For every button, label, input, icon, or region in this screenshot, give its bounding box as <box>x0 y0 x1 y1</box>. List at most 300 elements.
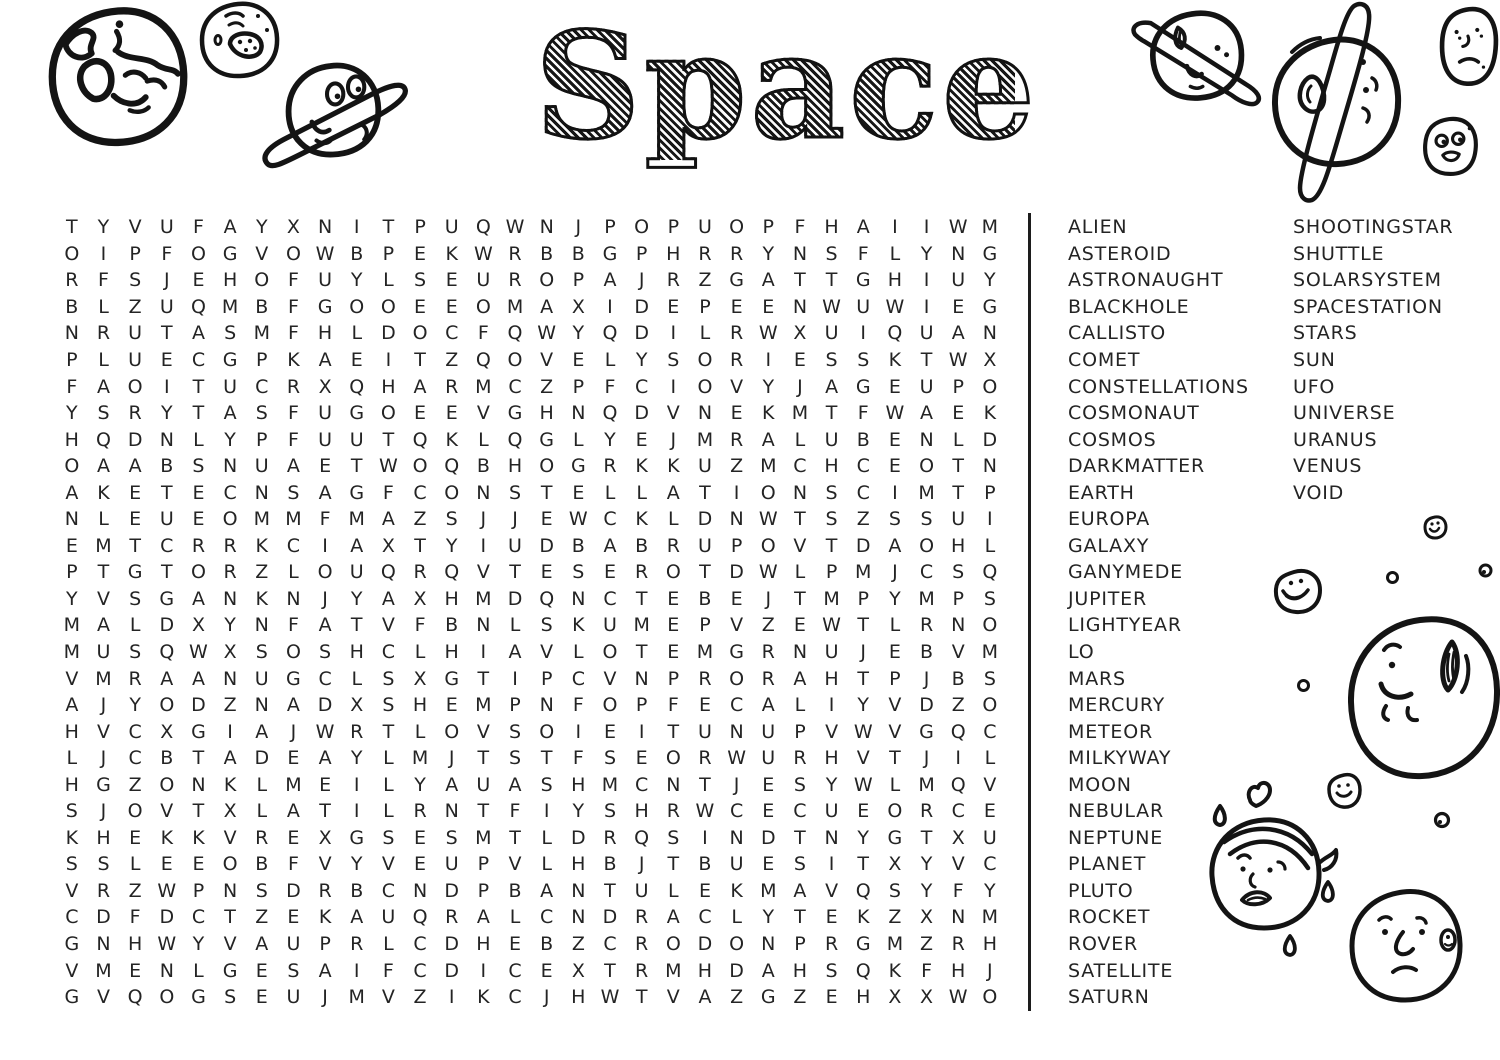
grid-cell-r30c4: O <box>159 986 175 1009</box>
grid-cell-r12c14: J <box>480 508 487 531</box>
grid-cell-r5c26: I <box>860 322 867 345</box>
grid-cell-r17c1: M <box>63 641 81 664</box>
grid-cell-r21c7: D <box>254 747 270 770</box>
grid-cell-r9c9: U <box>318 428 333 451</box>
grid-cell-r13c26: D <box>855 534 871 557</box>
grid-cell-r22c12: Y <box>414 773 426 796</box>
grid-cell-r9c1: H <box>64 428 79 451</box>
grid-cell-r17c26: J <box>860 641 867 664</box>
word-item: MERCURY <box>1068 694 1166 717</box>
grid-cell-r16c6: Y <box>224 614 236 637</box>
grid-cell-r11c10: G <box>349 481 365 504</box>
grid-cell-r22c7: L <box>256 773 268 796</box>
grid-cell-r22c29: Q <box>950 773 966 796</box>
grid-cell-r15c26: P <box>857 587 869 610</box>
grid-cell-r17c19: T <box>635 641 648 664</box>
grid-cell-r6c1: P <box>66 349 78 371</box>
grid-cell-r26c27: S <box>888 879 901 902</box>
grid-cell-r1c6: A <box>223 216 237 239</box>
grid-cell-r8c8: F <box>287 402 299 425</box>
grid-cell-r4c10: O <box>349 295 365 318</box>
grid-cell-r14c11: Q <box>380 561 396 584</box>
grid-cell-r11c19: L <box>636 481 647 504</box>
grid-cell-r15c19: T <box>635 587 648 610</box>
grid-cell-r19c30: O <box>982 694 998 717</box>
grid-cell-r29c16: E <box>540 959 553 982</box>
grid-cell-r23c27: O <box>887 800 903 823</box>
grid-cell-r13c17: B <box>571 534 585 557</box>
grid-cell-r23c20: R <box>666 800 680 823</box>
grid-cell-r4c27: W <box>885 295 905 318</box>
grid-cell-r2c14: W <box>473 242 493 265</box>
word-item: CONSTELLATIONS <box>1068 375 1249 398</box>
grid-cell-r5c3: U <box>128 322 143 345</box>
grid-cell-r3c12: S <box>414 269 427 292</box>
grid-cell-r23c12: R <box>413 800 427 823</box>
grid-cell-r28c29: R <box>951 933 965 956</box>
grid-cell-r12c29: U <box>951 508 966 531</box>
grid-cell-r13c22: P <box>730 534 743 557</box>
grid-cell-r18c28: J <box>923 667 930 690</box>
grid-cell-r14c6: R <box>223 561 237 584</box>
grid-cell-r22c17: H <box>571 773 586 796</box>
grid-cell-r21c20: O <box>665 747 681 770</box>
grid-cell-r8c11: O <box>380 402 396 425</box>
grid-cell-r8c9: U <box>318 402 333 425</box>
grid-cell-r29c6: G <box>222 959 238 982</box>
grid-cell-r10c18: R <box>603 455 617 478</box>
grid-cell-r27c13: R <box>445 906 459 929</box>
page-title: Space <box>535 1 1039 172</box>
grid-cell-r8c26: F <box>857 402 869 425</box>
grid-cell-r18c22: O <box>729 667 745 690</box>
grid-cell-r10c14: B <box>476 455 490 478</box>
grid-cell-r19c7: N <box>254 694 269 717</box>
grid-cell-r12c10: M <box>348 508 365 531</box>
grid-cell-r23c2: J <box>100 800 107 823</box>
grid-cell-r14c13: Q <box>444 561 460 584</box>
grid-cell-r5c21: L <box>699 322 711 345</box>
grid-cell-r18c29: B <box>951 667 965 690</box>
grid-cell-r15c12: X <box>413 587 427 610</box>
grid-cell-r16c10: T <box>350 614 363 637</box>
grid-cell-r22c3: Z <box>128 773 142 796</box>
grid-cell-r12c16: E <box>540 508 553 531</box>
grid-cell-r26c3: Z <box>128 879 142 902</box>
grid-cell-r22c5: N <box>191 773 206 796</box>
grid-cell-r21c27: T <box>889 747 901 770</box>
grid-cell-r26c19: U <box>634 879 649 902</box>
grid-cell-r12c20: L <box>668 508 679 531</box>
word-item: VENUS <box>1293 455 1363 478</box>
grid-cell-r22c30: V <box>983 773 997 796</box>
grid-cell-r1c4: U <box>159 216 174 239</box>
grid-cell-r8c28: A <box>920 402 934 425</box>
grid-cell-r24c17: D <box>571 826 586 849</box>
word-item: URANUS <box>1293 428 1378 451</box>
grid-cell-r4c23: E <box>762 295 775 318</box>
grid-cell-r26c29: F <box>952 879 964 902</box>
grid-cell-r25c12: E <box>414 853 427 876</box>
grid-cell-r12c5: E <box>192 508 205 531</box>
grid-cell-r6c20: S <box>667 349 680 371</box>
grid-cell-r21c13: J <box>448 747 455 770</box>
grid-cell-r7c15: C <box>508 375 522 398</box>
grid-cell-r2c28: Y <box>920 242 933 265</box>
grid-cell-r29c18: T <box>604 959 616 982</box>
grid-cell-r19c13: E <box>445 694 458 717</box>
grid-cell-r14c1: P <box>66 561 78 584</box>
grid-cell-r16c30: O <box>982 614 998 637</box>
grid-cell-r24c24: T <box>794 826 806 849</box>
grid-cell-r6c12: T <box>414 349 426 371</box>
grid-cell-r8c7: S <box>255 402 268 425</box>
grid-cell-r29c30: J <box>987 959 993 982</box>
grid-cell-r16c13: B <box>445 614 459 637</box>
word-item: ALIEN <box>1068 216 1128 239</box>
grid-cell-r4c30: G <box>982 295 998 318</box>
grid-cell-r23c30: E <box>983 800 996 823</box>
grid-cell-r26c1: V <box>65 879 79 902</box>
grid-cell-r27c21: C <box>698 906 712 929</box>
grid-cell-r13c13: Y <box>445 534 458 557</box>
grid-cell-r2c18: G <box>602 242 618 265</box>
grid-cell-r27c3: F <box>129 906 141 929</box>
grid-cell-r10c7: U <box>254 455 269 478</box>
grid-cell-r11c3: E <box>129 481 142 504</box>
grid-cell-r5c16: W <box>537 322 557 345</box>
grid-cell-r10c17: G <box>570 455 586 478</box>
grid-cell-r13c8: C <box>286 534 301 557</box>
grid-cell-r10c24: C <box>793 455 807 478</box>
grid-cell-r14c20: O <box>665 561 681 584</box>
grid-cell-r1c24: F <box>794 216 806 239</box>
grid-cell-r23c26: E <box>857 800 870 823</box>
grid-cell-r14c30: Q <box>982 561 998 584</box>
grid-cell-r16c12: F <box>414 614 426 637</box>
grid-cell-r17c4: Q <box>159 641 175 664</box>
grid-cell-r12c27: S <box>888 508 901 531</box>
grid-cell-r26c6: N <box>223 879 238 902</box>
grid-cell-r23c29: C <box>951 800 965 823</box>
grid-cell-r8c13: E <box>445 402 458 425</box>
word-item: SHUTTLE <box>1293 242 1385 265</box>
dot-ring-3-icon <box>1296 678 1311 693</box>
grid-cell-r12c22: N <box>729 508 744 531</box>
grid-cell-r11c6: C <box>223 481 237 504</box>
grid-cell-r19c6: Z <box>223 694 237 717</box>
grid-cell-r17c28: B <box>920 641 934 664</box>
grid-cell-r30c8: U <box>286 986 301 1009</box>
grid-cell-r17c12: L <box>414 641 426 664</box>
grid-cell-r17c22: G <box>729 641 744 664</box>
grid-cell-r13c19: B <box>635 534 649 557</box>
grid-cell-r25c13: U <box>444 853 459 876</box>
grid-cell-r4c29: E <box>952 295 965 318</box>
grid-cell-r25c9: V <box>318 853 332 876</box>
grid-cell-r30c15: C <box>508 986 522 1009</box>
grid-cell-r27c19: R <box>635 906 649 929</box>
grid-cell-r14c18: E <box>603 561 616 584</box>
grid-cell-r6c11: I <box>385 349 392 371</box>
grid-cell-r30c21: A <box>698 986 712 1009</box>
grid-cell-r2c29: N <box>951 242 966 265</box>
grid-cell-r16c3: L <box>129 614 141 637</box>
grid-cell-r25c19: J <box>638 853 645 876</box>
grid-cell-r11c18: L <box>604 481 616 504</box>
grid-cell-r8c14: V <box>476 402 490 425</box>
grid-cell-r21c24: R <box>793 747 807 770</box>
grid-cell-r15c2: V <box>96 587 110 610</box>
grid-cell-r27c23: Y <box>762 906 775 929</box>
grid-cell-r14c4: T <box>160 561 173 584</box>
grid-cell-r16c7: N <box>254 614 269 637</box>
surprised-moon-doodle-icon <box>1420 115 1482 178</box>
grid-cell-r9c19: E <box>635 428 648 451</box>
grid-cell-r24c6: V <box>223 826 237 849</box>
grid-cell-r27c4: D <box>159 906 175 929</box>
grid-cell-r15c15: D <box>507 587 523 610</box>
grid-cell-r16c1: M <box>63 614 81 637</box>
grid-cell-r20c5: G <box>191 720 206 743</box>
grid-cell-r25c6: O <box>222 853 238 876</box>
grid-cell-r9c24: L <box>794 428 806 451</box>
grid-cell-r3c3: S <box>129 269 142 292</box>
grid-cell-r14c5: O <box>190 561 206 584</box>
grid-cell-r7c5: T <box>192 375 205 398</box>
grid-cell-r23c15: F <box>509 800 521 823</box>
word-item: SOLARSYSTEM <box>1293 269 1442 292</box>
grid-cell-r5c20: I <box>670 322 677 345</box>
grid-cell-r6c14: Q <box>475 349 491 371</box>
grid-cell-r2c4: F <box>161 242 173 265</box>
grid-cell-r30c29: W <box>948 986 968 1009</box>
grid-cell-r6c22: R <box>730 349 744 371</box>
grid-cell-r27c8: E <box>287 906 300 929</box>
grid-cell-r30c25: E <box>825 986 838 1009</box>
grid-cell-r9c14: L <box>478 428 489 451</box>
grid-cell-r30c10: M <box>348 986 365 1009</box>
grid-cell-r13c18: A <box>603 534 617 557</box>
grid-cell-r9c29: L <box>952 428 964 451</box>
grid-cell-r6c26: S <box>857 349 870 371</box>
grid-cell-r12c28: S <box>920 508 933 531</box>
grid-cell-r17c2: U <box>96 641 111 664</box>
grid-cell-r21c28: J <box>923 747 930 770</box>
word-item: COSMONAUT <box>1068 402 1200 425</box>
grid-cell-r15c9: J <box>322 587 328 610</box>
grid-cell-r19c3: Y <box>129 694 141 717</box>
grid-cell-r1c10: I <box>353 216 360 239</box>
grid-cell-r7c17: P <box>572 375 585 398</box>
grid-cell-r19c4: O <box>159 694 175 717</box>
grid-cell-r9c13: K <box>445 428 458 451</box>
grid-cell-r25c4: E <box>160 853 173 876</box>
grid-cell-r20c9: W <box>315 720 335 743</box>
grid-cell-r4c3: Z <box>128 295 142 318</box>
grid-cell-r10c9: E <box>319 455 332 478</box>
grid-cell-r22c24: S <box>793 773 806 796</box>
grid-cell-r11c11: F <box>382 481 394 504</box>
grid-cell-r7c22: V <box>730 375 744 398</box>
grid-cell-r6c18: L <box>604 349 616 371</box>
grid-cell-r8c27: W <box>885 402 905 425</box>
grid-cell-r27c26: K <box>857 906 870 929</box>
grid-cell-r4c15: M <box>506 295 524 318</box>
grid-cell-r21c29: I <box>955 747 961 770</box>
grid-cell-r20c4: X <box>160 720 174 743</box>
grid-cell-r12c7: M <box>253 508 270 531</box>
word-item: ROVER <box>1068 933 1139 956</box>
grid-cell-r6c27: K <box>888 349 902 371</box>
grid-cell-r1c11: T <box>382 216 395 239</box>
grid-cell-r16c27: L <box>889 614 901 637</box>
grid-cell-r22c23: E <box>762 773 775 796</box>
grid-cell-r8c30: K <box>983 402 997 425</box>
grid-cell-r26c20: L <box>668 879 679 902</box>
grid-cell-r28c16: B <box>540 933 554 956</box>
grid-cell-r19c29: Z <box>951 694 965 717</box>
grid-cell-r6c5: C <box>191 349 206 371</box>
grid-cell-r19c18: O <box>602 694 618 717</box>
grid-cell-r26c28: Y <box>920 879 933 902</box>
grid-cell-r1c18: P <box>604 216 616 239</box>
grid-cell-r22c21: T <box>699 773 711 796</box>
grid-cell-r26c30: Y <box>984 879 996 902</box>
grid-cell-r3c22: G <box>729 269 744 292</box>
grid-cell-r20c3: C <box>128 720 142 743</box>
grid-cell-r5c17: Y <box>572 322 585 345</box>
grid-cell-r15c21: B <box>698 587 712 610</box>
grid-cell-r20c25: V <box>825 720 839 743</box>
word-item: LO <box>1068 641 1095 664</box>
grid-cell-r14c19: R <box>635 561 649 584</box>
word-item: MILKYWAY <box>1068 747 1172 770</box>
grid-cell-r18c1: V <box>65 667 79 690</box>
grid-cell-r26c17: N <box>571 879 586 902</box>
grid-cell-r19c15: P <box>509 694 521 717</box>
grid-cell-r20c15: S <box>508 720 522 743</box>
grid-cell-r17c11: C <box>381 641 396 664</box>
grid-cell-r4c20: E <box>667 295 680 318</box>
grid-cell-r28c11: L <box>383 933 394 956</box>
grid-cell-r5c24: X <box>793 322 807 345</box>
grid-cell-r17c24: N <box>792 641 808 664</box>
grid-cell-r21c3: C <box>128 747 142 770</box>
grid-cell-r20c24: P <box>794 720 806 743</box>
grid-cell-r6c7: P <box>256 349 268 371</box>
grid-cell-r15c5: A <box>191 587 205 610</box>
grid-cell-r13c29: H <box>951 534 966 557</box>
grid-cell-r19c11: S <box>382 694 395 717</box>
grid-cell-r2c2: I <box>100 242 107 265</box>
grid-cell-r12c19: K <box>635 508 648 531</box>
grid-cell-r21c19: E <box>635 747 648 770</box>
grid-cell-r24c22: N <box>729 826 744 849</box>
grid-cell-r2c25: S <box>825 242 838 265</box>
grid-cell-r11c16: T <box>540 481 553 504</box>
grid-cell-r6c25: S <box>825 349 838 371</box>
grid-cell-r30c24: Z <box>793 986 807 1009</box>
grid-cell-r30c11: V <box>381 986 395 1009</box>
grid-cell-r5c5: A <box>191 322 205 345</box>
grid-cell-r24c28: T <box>920 826 933 849</box>
grid-cell-r13c15: U <box>508 534 522 557</box>
grid-cell-r23c4: V <box>160 800 174 823</box>
grid-cell-r19c27: V <box>888 694 902 717</box>
grid-cell-r18c17: C <box>571 667 585 690</box>
grid-cell-r12c11: A <box>381 508 395 531</box>
grid-cell-r14c26: M <box>855 561 872 584</box>
word-item: PLANET <box>1068 853 1147 876</box>
grid-cell-r25c20: T <box>667 853 680 876</box>
grid-cell-r15c8: N <box>286 587 301 610</box>
grid-cell-r2c19: P <box>635 242 648 265</box>
word-item: SATURN <box>1068 986 1150 1009</box>
grid-cell-r25c22: U <box>729 853 744 876</box>
grid-cell-r14c17: S <box>572 561 585 584</box>
grid-cell-r9c20: J <box>670 428 677 451</box>
grid-cell-r15c6: N <box>223 587 238 610</box>
grid-cell-r25c14: P <box>477 853 490 876</box>
grid-cell-r12c8: M <box>285 508 302 531</box>
grid-cell-r27c20: A <box>666 906 680 929</box>
grid-cell-r28c4: W <box>157 933 177 956</box>
grid-cell-r22c27: L <box>889 773 901 796</box>
grid-cell-r18c12: X <box>413 667 427 690</box>
grid-cell-r2c8: O <box>285 242 301 265</box>
grid-cell-r15c1: Y <box>66 587 78 610</box>
grid-cell-r22c1: H <box>64 773 79 796</box>
grid-cell-r24c4: K <box>160 826 174 849</box>
grid-cell-r10c21: U <box>697 455 712 478</box>
grid-cell-r7c3: O <box>127 375 143 398</box>
grid-cell-r7c1: F <box>66 375 78 398</box>
grid-cell-r27c29: N <box>951 906 966 929</box>
grid-cell-r29c22: D <box>729 959 744 982</box>
grid-cell-r4c18: I <box>607 295 613 318</box>
grid-cell-r25c11: V <box>381 853 395 876</box>
grid-cell-r28c24: P <box>794 933 806 956</box>
grid-cell-r2c27: L <box>889 242 901 265</box>
grid-cell-r28c12: C <box>413 933 427 956</box>
grid-cell-r6c30: X <box>983 349 997 371</box>
grid-cell-r18c6: N <box>223 667 238 690</box>
grid-cell-r5c6: S <box>224 322 237 345</box>
grid-cell-r23c11: L <box>383 800 394 823</box>
grid-cell-r7c28: U <box>919 375 934 398</box>
grid-cell-r17c10: H <box>349 641 364 664</box>
grid-cell-r25c2: S <box>97 853 110 876</box>
dot-ring-4-icon <box>1432 810 1452 830</box>
grid-cell-r8c4: Y <box>160 402 173 425</box>
grid-cell-r6c19: Y <box>635 349 648 371</box>
grid-cell-r9c25: U <box>824 428 839 451</box>
dot-ring-2-icon <box>1477 562 1494 579</box>
grid-cell-r26c8: D <box>286 879 301 902</box>
grid-cell-r27c30: M <box>981 906 999 929</box>
grid-cell-r17c9: S <box>319 641 332 664</box>
grid-cell-r1c27: I <box>892 216 898 239</box>
grid-cell-r9c16: G <box>539 428 555 451</box>
grid-cell-r13c24: V <box>793 534 807 557</box>
grid-cell-r3c5: E <box>192 269 205 292</box>
grid-cell-r3c6: H <box>222 269 238 292</box>
grid-cell-r1c12: P <box>414 216 426 239</box>
grid-cell-r25c21: B <box>698 853 712 876</box>
grid-cell-r24c20: S <box>667 826 680 849</box>
grid-cell-r10c1: O <box>64 455 80 478</box>
